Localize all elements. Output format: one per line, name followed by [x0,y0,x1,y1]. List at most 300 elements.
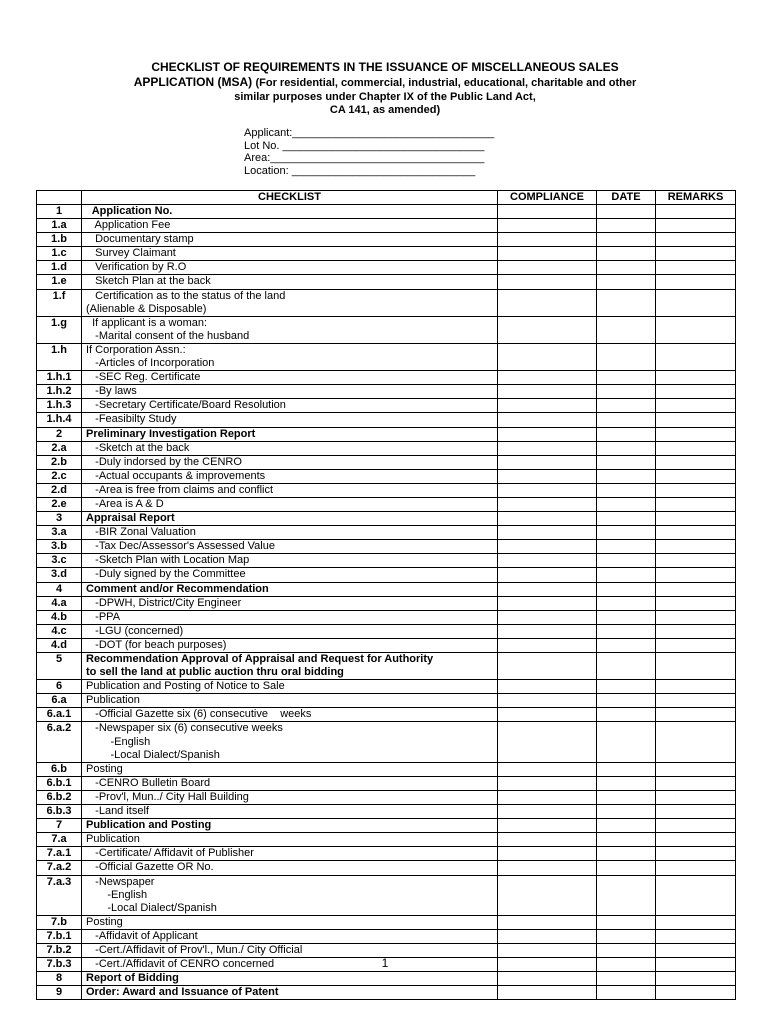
compliance-cell[interactable] [498,568,597,582]
item-description [82,385,498,399]
item-number [37,708,82,722]
item-number [37,343,82,370]
date-cell[interactable] [597,972,656,986]
item-number-text: 7.a.2 [46,861,72,874]
item-description-line: If applicant is a woman: [86,316,208,329]
table-row [37,371,736,385]
item-description-line: Preliminary Investigation Report [86,427,256,440]
remarks-cell[interactable] [656,972,736,986]
remarks-cell[interactable] [656,497,736,511]
remarks-cell[interactable] [656,441,736,455]
item-description-line: If Corporation Assn.: [86,343,186,356]
remarks-cell[interactable] [656,371,736,385]
date-cell[interactable] [597,371,656,385]
table-row [37,596,736,610]
item-description-line: Publication [86,694,140,707]
item-description [82,722,498,762]
item-number [37,805,82,819]
remarks-cell[interactable] [656,833,736,847]
item-description [82,819,498,833]
remarks-cell[interactable] [656,986,736,1000]
compliance-cell[interactable] [498,653,597,680]
table-row [37,261,736,275]
compliance-cell[interactable] [498,915,597,929]
compliance-cell[interactable] [498,762,597,776]
compliance-cell[interactable] [498,540,597,554]
compliance-cell[interactable] [498,512,597,526]
remarks-cell[interactable] [656,483,736,497]
item-description [82,915,498,929]
table-row [37,847,736,861]
item-number [37,819,82,833]
date-cell[interactable] [597,568,656,582]
compliance-cell[interactable] [498,289,597,316]
item-number-text: 1.a [51,219,67,232]
remarks-cell[interactable] [656,568,736,582]
table-row [37,790,736,804]
remarks-cell[interactable] [656,247,736,261]
item-description-line: Recommendation Approval of Appraisal and Request for Authority [86,653,434,665]
date-cell[interactable] [597,680,656,694]
title-line-4: CA 141, as amended) [329,104,441,116]
compliance-cell[interactable] [498,680,597,694]
remarks-cell[interactable] [656,805,736,819]
compliance-cell[interactable] [498,483,597,497]
item-description-line: Appraisal Report [86,512,175,525]
item-number [37,469,82,483]
item-number [37,540,82,554]
date-cell[interactable] [597,413,656,427]
item-number-text: 1.h [51,343,67,356]
item-description [82,540,498,554]
compliance-cell[interactable] [498,526,597,540]
area-field: Area:___________________________________ [244,152,485,164]
table-row [37,653,736,680]
date-cell[interactable] [597,762,656,776]
item-description [82,596,498,610]
compliance-cell[interactable] [498,929,597,943]
item-number [37,316,82,343]
compliance-cell[interactable] [498,554,597,568]
item-number [37,653,82,680]
date-cell[interactable] [597,790,656,804]
remarks-cell[interactable] [656,554,736,568]
item-number [37,554,82,568]
date-cell[interactable] [597,582,656,596]
item-description-line: -Newspaper [86,875,155,888]
date-cell[interactable] [597,624,656,638]
header-checklist: CHECKLIST [82,191,498,205]
compliance-cell[interactable] [498,497,597,511]
item-number-text: 6.b.2 [46,790,72,803]
compliance-cell[interactable] [498,219,597,233]
remarks-cell[interactable] [656,413,736,427]
table-row [37,205,736,219]
remarks-cell[interactable] [656,819,736,833]
item-description [82,399,498,413]
date-cell[interactable] [597,275,656,289]
date-cell[interactable] [597,441,656,455]
item-number-text: 6.b.1 [46,776,72,789]
item-number-text: 6 [55,680,63,693]
item-number-text: 4.b [51,610,67,623]
compliance-cell[interactable] [498,986,597,1000]
date-cell[interactable] [597,427,656,441]
item-description [82,247,498,261]
compliance-cell[interactable] [498,385,597,399]
item-description-line: -Sketch at the back [86,441,190,454]
item-description-line: -Marital consent of the husband [86,329,250,342]
remarks-cell[interactable] [656,205,736,219]
date-cell[interactable] [597,610,656,624]
remarks-cell[interactable] [656,455,736,469]
item-number-text: 2 [55,427,63,440]
table-row [37,427,736,441]
table-row [37,316,736,343]
table-row [37,582,736,596]
item-description-line: -Prov'l, Mun../ City Hall Building [86,790,249,803]
compliance-cell[interactable] [498,819,597,833]
remarks-cell[interactable] [656,343,736,370]
item-number-text: 1.e [51,275,67,288]
item-number [37,512,82,526]
remarks-cell[interactable] [656,929,736,943]
compliance-cell[interactable] [498,399,597,413]
item-number-text: 1.c [51,247,67,260]
item-number-text: 1.b [51,233,67,246]
table-row [37,233,736,247]
date-cell[interactable] [597,469,656,483]
compliance-cell[interactable] [498,205,597,219]
item-number [37,233,82,247]
item-number-text: 4 [55,582,63,595]
date-cell[interactable] [597,805,656,819]
item-number [37,427,82,441]
item-description [82,441,498,455]
item-number-text: 6.b.3 [46,805,72,818]
item-number-text: 7.b.1 [46,929,72,942]
date-cell[interactable] [597,233,656,247]
remarks-cell[interactable] [656,526,736,540]
table-row [37,554,736,568]
item-description [82,790,498,804]
item-description [82,680,498,694]
header-date: DATE [597,191,656,205]
item-description [82,708,498,722]
item-number [37,694,82,708]
date-cell[interactable] [597,653,656,680]
compliance-cell[interactable] [498,582,597,596]
item-description [82,371,498,385]
item-number [37,638,82,652]
item-description-line: -English [86,888,148,901]
item-number-text: 6.a [51,694,67,707]
date-cell[interactable] [597,343,656,370]
item-number [37,497,82,511]
title-line-1: CHECKLIST OF REQUIREMENTS IN THE ISSUANCE OF MISCELLANEOUS SALES [151,60,619,74]
location-field: Location: ______________________________ [244,164,476,177]
item-number [37,929,82,943]
compliance-cell[interactable] [498,708,597,722]
remarks-cell[interactable] [656,915,736,929]
remarks-cell[interactable] [656,708,736,722]
item-number [37,861,82,875]
compliance-cell[interactable] [498,610,597,624]
date-cell[interactable] [597,247,656,261]
remarks-cell[interactable] [656,847,736,861]
compliance-cell[interactable] [498,275,597,289]
date-cell[interactable] [597,399,656,413]
compliance-cell[interactable] [498,316,597,343]
item-number [37,833,82,847]
compliance-cell[interactable] [498,371,597,385]
remarks-cell[interactable] [656,722,736,762]
item-description [82,847,498,861]
compliance-cell[interactable] [498,833,597,847]
remarks-cell[interactable] [656,624,736,638]
table-row [37,833,736,847]
compliance-cell[interactable] [498,441,597,455]
date-cell[interactable] [597,497,656,511]
table-row [37,413,736,427]
item-description-line: -Affidavit of Applicant [86,929,198,942]
remarks-cell[interactable] [656,653,736,680]
item-number-text: 1.h.2 [46,385,72,398]
compliance-cell[interactable] [498,875,597,915]
item-description-line: (Alienable & Disposable) [86,302,207,315]
table-row [37,929,736,943]
table-row [37,568,736,582]
compliance-cell[interactable] [498,261,597,275]
item-number-text: 6.a.1 [46,708,72,721]
item-number-text: 7.b.2 [46,943,72,956]
date-cell[interactable] [597,638,656,652]
table-row [37,722,736,762]
table-row [37,610,736,624]
date-cell[interactable] [597,261,656,275]
remarks-cell[interactable] [656,680,736,694]
table-row [37,680,736,694]
item-description-line: -Land itself [86,805,149,818]
item-description-line: -Feasibilty Study [86,413,177,426]
remarks-cell[interactable] [656,875,736,915]
compliance-cell[interactable] [498,805,597,819]
item-number-text: 2.d [51,483,67,496]
item-description-line: Application Fee [86,219,171,232]
item-number-text: 2.c [51,469,67,482]
date-cell[interactable] [597,776,656,790]
item-description-line: -Official Gazette OR No. [86,861,214,874]
table-row [37,455,736,469]
table-row [37,972,736,986]
remarks-cell[interactable] [656,399,736,413]
item-description-line: -Newspaper six (6) consecutive weeks [86,722,283,735]
remarks-cell[interactable] [656,694,736,708]
date-cell[interactable] [597,929,656,943]
item-description [82,653,498,680]
item-description [82,972,498,986]
item-description-line: -DPWH, District/City Engineer [86,596,242,609]
compliance-cell[interactable] [498,790,597,804]
item-description [82,205,498,219]
date-cell[interactable] [597,219,656,233]
item-description-line: -LGU (concerned) [86,624,184,637]
item-description [82,275,498,289]
item-number-text: 6.a.2 [46,722,72,735]
compliance-cell[interactable] [498,247,597,261]
item-description [82,986,498,1000]
compliance-cell[interactable] [498,469,597,483]
compliance-cell[interactable] [498,972,597,986]
item-number [37,596,82,610]
item-number [37,289,82,316]
remarks-cell[interactable] [656,762,736,776]
item-number-text: 3.c [51,554,67,567]
compliance-cell[interactable] [498,413,597,427]
item-number [37,680,82,694]
item-number [37,915,82,929]
item-description-line: Order: Award and Issuance of Patent [86,986,279,999]
date-cell[interactable] [597,526,656,540]
item-description-line: Certification as to the status of the land [86,289,286,302]
date-cell[interactable] [597,316,656,343]
compliance-cell[interactable] [498,847,597,861]
item-description-line: Comment and/or Recommendation [86,582,269,595]
item-description [82,776,498,790]
table-header-row [37,191,736,205]
item-description-line: -DOT (for beach purposes) [86,638,227,651]
remarks-cell[interactable] [656,289,736,316]
item-description-line: -Cert./Affidavit of Prov'l., Mun./ City Official [86,943,303,956]
remarks-cell[interactable] [656,316,736,343]
date-cell[interactable] [597,289,656,316]
date-cell[interactable] [597,847,656,861]
remarks-cell[interactable] [656,610,736,624]
item-description [82,610,498,624]
remarks-cell[interactable] [656,385,736,399]
compliance-cell[interactable] [498,776,597,790]
compliance-cell[interactable] [498,638,597,652]
item-number [37,582,82,596]
date-cell[interactable] [597,596,656,610]
item-description [82,233,498,247]
item-number [37,972,82,986]
compliance-cell[interactable] [498,861,597,875]
title-line-2-rest: (For residential, commercial, industrial, educational, charitable and other [255,77,637,89]
item-description-line: -Cert./Affidavit of CENRO concerned [86,958,275,971]
item-description-line: -Tax Dec/Assessor's Assessed Value [86,540,275,553]
date-cell[interactable] [597,205,656,219]
item-number [37,219,82,233]
item-number [37,610,82,624]
compliance-cell[interactable] [498,455,597,469]
title-line-2 [0,75,770,91]
date-cell[interactable] [597,694,656,708]
item-description [82,805,498,819]
date-cell[interactable] [597,819,656,833]
item-number [37,875,82,915]
item-number [37,399,82,413]
table-row [37,247,736,261]
item-description [82,526,498,540]
applicant-info [244,127,494,177]
date-cell[interactable] [597,833,656,847]
item-description [82,413,498,427]
date-cell[interactable] [597,915,656,929]
item-description-line: -SEC Reg. Certificate [86,371,201,384]
item-description-line: Survey Claimant [86,247,176,260]
date-cell[interactable] [597,554,656,568]
item-description [82,483,498,497]
item-number-text: 1.g [51,316,67,329]
compliance-cell[interactable] [498,427,597,441]
item-description-line: Posting [86,915,123,928]
item-number-text: 2.b [51,455,67,468]
date-cell[interactable] [597,708,656,722]
compliance-cell[interactable] [498,624,597,638]
item-number [37,483,82,497]
compliance-cell[interactable] [498,343,597,370]
remarks-cell[interactable] [656,582,736,596]
item-number [37,247,82,261]
date-cell[interactable] [597,512,656,526]
item-description [82,512,498,526]
date-cell[interactable] [597,483,656,497]
item-description [82,554,498,568]
compliance-cell[interactable] [498,596,597,610]
item-description [82,568,498,582]
date-cell[interactable] [597,722,656,762]
item-description-line: -Certificate/ Affidavit of Publisher [86,847,254,860]
item-description-line: -PPA [86,610,121,623]
date-cell[interactable] [597,385,656,399]
date-cell[interactable] [597,861,656,875]
header-remarks: REMARKS [656,191,736,205]
remarks-cell[interactable] [656,638,736,652]
table-row [37,861,736,875]
item-description [82,219,498,233]
remarks-cell[interactable] [656,596,736,610]
date-cell[interactable] [597,540,656,554]
date-cell[interactable] [597,875,656,915]
table-row [37,986,736,1000]
remarks-cell[interactable] [656,512,736,526]
item-description [82,469,498,483]
compliance-cell[interactable] [498,722,597,762]
item-description [82,343,498,370]
remarks-cell[interactable] [656,219,736,233]
remarks-cell[interactable] [656,790,736,804]
date-cell[interactable] [597,455,656,469]
item-number-text: 5 [55,653,63,665]
remarks-cell[interactable] [656,427,736,441]
item-number-text: 8 [55,972,63,985]
compliance-cell[interactable] [498,233,597,247]
remarks-cell[interactable] [656,540,736,554]
item-number-text: 3.a [51,526,67,539]
compliance-cell[interactable] [498,694,597,708]
remarks-cell[interactable] [656,261,736,275]
remarks-cell[interactable] [656,776,736,790]
date-cell[interactable] [597,986,656,1000]
remarks-cell[interactable] [656,233,736,247]
remarks-cell[interactable] [656,861,736,875]
table-row [37,694,736,708]
remarks-cell[interactable] [656,275,736,289]
table-row [37,497,736,511]
remarks-cell[interactable] [656,469,736,483]
item-number-text: 6.b [51,762,67,775]
